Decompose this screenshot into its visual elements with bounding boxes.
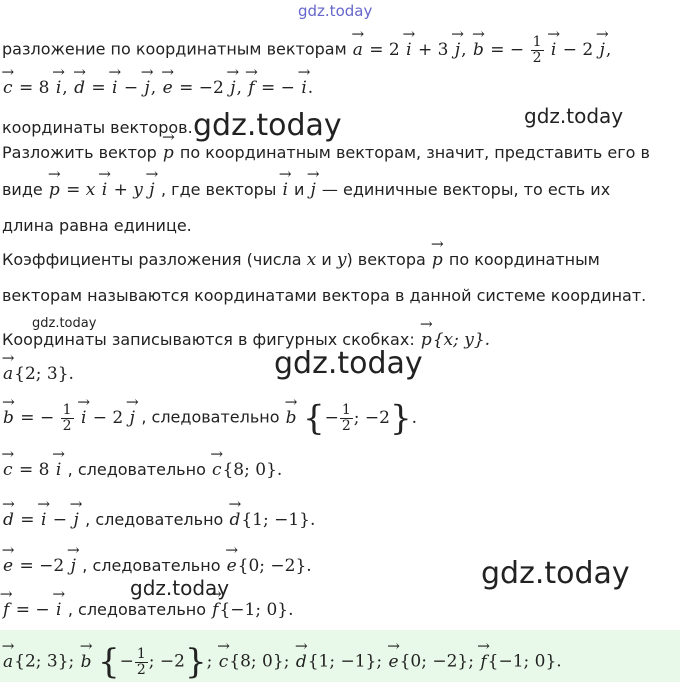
op: = 8 xyxy=(18,460,50,480)
vector-c: → c xyxy=(211,460,223,480)
op: − xyxy=(123,78,139,98)
vector-j: → j xyxy=(72,510,79,530)
therefore-text: , следовательно xyxy=(82,556,221,575)
e-answer: {0; −2}; xyxy=(399,651,474,672)
op: = xyxy=(91,78,106,98)
vector-j: → j xyxy=(229,78,236,98)
f-coordinates: {−1; 0}. xyxy=(219,600,294,620)
numerator: 1 xyxy=(532,34,542,50)
brace-open: { xyxy=(302,398,325,438)
theory-text: и xyxy=(321,250,332,269)
vector-f: → f xyxy=(211,600,219,620)
vector-b: → b xyxy=(472,40,485,60)
vector-i: → i xyxy=(550,40,557,60)
vector-i: → i xyxy=(300,78,307,98)
vector-b: → b xyxy=(2,408,15,428)
vector-d: → d xyxy=(295,652,308,672)
fraction-one-half xyxy=(531,35,544,65)
c-coordinates: {8; 0}. xyxy=(222,460,283,480)
vector-i: → i xyxy=(55,460,62,480)
var-y: y xyxy=(133,180,143,200)
var-x: x xyxy=(306,250,317,270)
vector-p: → p xyxy=(420,330,433,350)
vector-d: → d xyxy=(73,78,86,98)
op: = − xyxy=(490,39,525,60)
theory-text: Координаты записываются в фигурных скобках: xyxy=(2,330,415,349)
therefore-text: , следовательно xyxy=(85,510,224,529)
vector-i: → i xyxy=(101,180,108,200)
watermark: gdz.today xyxy=(481,556,630,591)
answer-line: → a{2; 3}; → b {− $\frac{1}{2}$ ; −2}; → c{8; 0}; → d{1; −1}; → e{0; −2}; → f{−1; 0}. xyxy=(2,642,562,682)
vector-i: → i xyxy=(80,408,87,428)
theory-line-7 xyxy=(2,250,600,270)
op: − 2 xyxy=(92,407,124,428)
vector-i: → i xyxy=(281,180,288,200)
a-coordinates: {2; 3}. xyxy=(14,364,74,384)
theory-text: по координатным xyxy=(448,250,600,269)
op: = xyxy=(66,180,81,200)
op: = −2 xyxy=(179,78,224,98)
expansion-line-1 xyxy=(2,35,611,65)
theory-line-4 xyxy=(2,143,650,163)
vector-p-formula: → p = x → i + y → j xyxy=(48,180,161,200)
vector-d: → d xyxy=(228,510,241,530)
expansion-lead-text: разложение по координатным векторам xyxy=(2,39,347,59)
vector-b: → b xyxy=(285,408,298,428)
var-y: y xyxy=(336,250,347,270)
vector-i: → i xyxy=(55,600,62,620)
e-coordinates: {0; −2}. xyxy=(237,556,312,576)
vector-d: → d xyxy=(2,510,15,530)
theory-text: Разложить вектор xyxy=(2,143,157,162)
op: + 3 xyxy=(418,39,449,60)
vector-i: → i xyxy=(405,40,412,60)
var-x: x xyxy=(85,180,96,200)
vector-p: → p xyxy=(48,180,61,200)
vector-i: → i xyxy=(55,78,62,98)
vector-p: → p xyxy=(162,143,175,163)
op: − xyxy=(324,407,339,428)
therefore-text: , следовательно xyxy=(67,460,206,479)
theory-text: Коэффициенты разложения (числа xyxy=(2,250,302,269)
vector-f: → f xyxy=(2,600,10,620)
op: = − xyxy=(20,407,55,428)
c-coordinates-line xyxy=(2,460,282,480)
f-answer: {−1; 0}. xyxy=(487,651,562,672)
vector-j: → j xyxy=(144,78,151,98)
theory-text: виде xyxy=(2,180,43,199)
vector-e: → e xyxy=(162,78,174,98)
op: = −2 xyxy=(19,556,65,576)
b-coordinates-tail: ; −2 xyxy=(353,407,390,428)
numerator: 1 xyxy=(62,401,72,418)
vector-c: → c xyxy=(218,652,230,672)
denominator: 2 xyxy=(532,49,542,66)
vector-e: → e xyxy=(2,556,14,576)
op: = − xyxy=(15,600,50,620)
numerator: 1 xyxy=(341,401,351,418)
op: = 2 xyxy=(369,39,400,60)
vector-coordinates-heading: координаты векторов. xyxy=(2,118,193,137)
brace-open: { xyxy=(97,642,120,682)
vector-j: → j xyxy=(454,40,461,60)
a-coordinates-line xyxy=(2,364,74,384)
theory-line-9 xyxy=(2,330,490,350)
vector-f: → f xyxy=(247,78,255,98)
op: = 8 xyxy=(18,78,50,98)
p-coordinates xyxy=(420,330,490,350)
therefore-text: , следовательно xyxy=(67,600,207,619)
watermark: gdz.today xyxy=(32,316,97,331)
theory-text: , где векторы xyxy=(160,180,277,199)
denominator: 2 xyxy=(62,417,72,434)
watermark: gdz.today xyxy=(193,108,342,143)
f-coordinates-line xyxy=(2,600,294,620)
fraction-one-half xyxy=(61,403,74,433)
vector-j: → j xyxy=(599,40,606,60)
d-answer: {1; −1}; xyxy=(307,651,383,672)
fraction-one-half xyxy=(340,403,353,433)
vector-j: → j xyxy=(129,408,136,428)
vector-f: → f xyxy=(479,652,487,672)
vector-a: → a xyxy=(352,40,364,60)
watermark: gdz.today xyxy=(524,104,624,128)
d-coordinates-line xyxy=(2,510,315,530)
vector-i: → i xyxy=(111,78,118,98)
op: − xyxy=(52,510,68,530)
vector-c: → c xyxy=(2,460,14,480)
vector-a-expansion: → a = 2 → i + 3 → j, → b = − $\frac{1}{2}$ → i − 2 → j, xyxy=(352,40,612,60)
p-coordinates-value: {x; y}. xyxy=(432,330,491,350)
watermark: gdz.today xyxy=(274,346,423,381)
vector-c: → c xyxy=(2,78,14,98)
brace-close: } xyxy=(184,642,207,682)
theory-text: — единичные векторы, то есть их xyxy=(321,180,611,199)
watermark: gdz.today xyxy=(130,576,230,600)
answer-box xyxy=(0,630,680,682)
denominator: 2 xyxy=(341,417,351,434)
therefore-text: , следовательно xyxy=(141,407,280,427)
d-coordinates: {1; −1}. xyxy=(241,510,316,530)
theory-line-5 xyxy=(2,180,610,200)
vector-e: → e xyxy=(226,556,238,576)
b-coordinates-line: → b = − $\frac{1}{2}$ → i − 2 → j , следовательно → b {− $\frac{1}{2}$ ; −2}. xyxy=(2,398,417,438)
expansion-line-2: → c = 8 → i, → d = → i − → j, → e = −2 → j, → f = − → i. xyxy=(2,78,313,98)
vector-a: → a xyxy=(2,652,14,672)
vector-p: → p xyxy=(431,250,444,270)
vector-e: → e xyxy=(388,652,400,672)
op: = xyxy=(20,510,35,530)
theory-line-8: векторам называются координатами вектора в данной системе координат. xyxy=(2,286,647,305)
brace-close: } xyxy=(389,398,412,438)
vector-i: → i xyxy=(40,510,47,530)
numerator: 1 xyxy=(136,645,146,662)
e-coordinates-line xyxy=(2,556,312,576)
vector-j: → j xyxy=(70,556,77,576)
fraction-one-half xyxy=(135,647,148,677)
vector-a: → a xyxy=(2,364,14,384)
op: − 2 xyxy=(562,39,594,60)
op: = − xyxy=(261,78,295,98)
op: − xyxy=(119,651,134,672)
vector-j: → j xyxy=(310,180,317,200)
theory-text: по координатным векторам, значит, представить его в xyxy=(179,143,650,162)
vector-j: → j xyxy=(148,180,155,200)
a-answer: {2; 3}; xyxy=(14,651,75,672)
denominator: 2 xyxy=(136,661,146,678)
theory-text: ) вектора xyxy=(346,250,426,269)
watermark-top: gdz.today xyxy=(298,2,373,20)
b-answer-tail: ; −2 xyxy=(148,651,185,672)
theory-line-6: длина равна единице. xyxy=(2,216,192,235)
vector-b: → b xyxy=(80,652,93,672)
c-answer: {8; 0}; xyxy=(229,651,290,672)
theory-text: и xyxy=(294,180,305,199)
